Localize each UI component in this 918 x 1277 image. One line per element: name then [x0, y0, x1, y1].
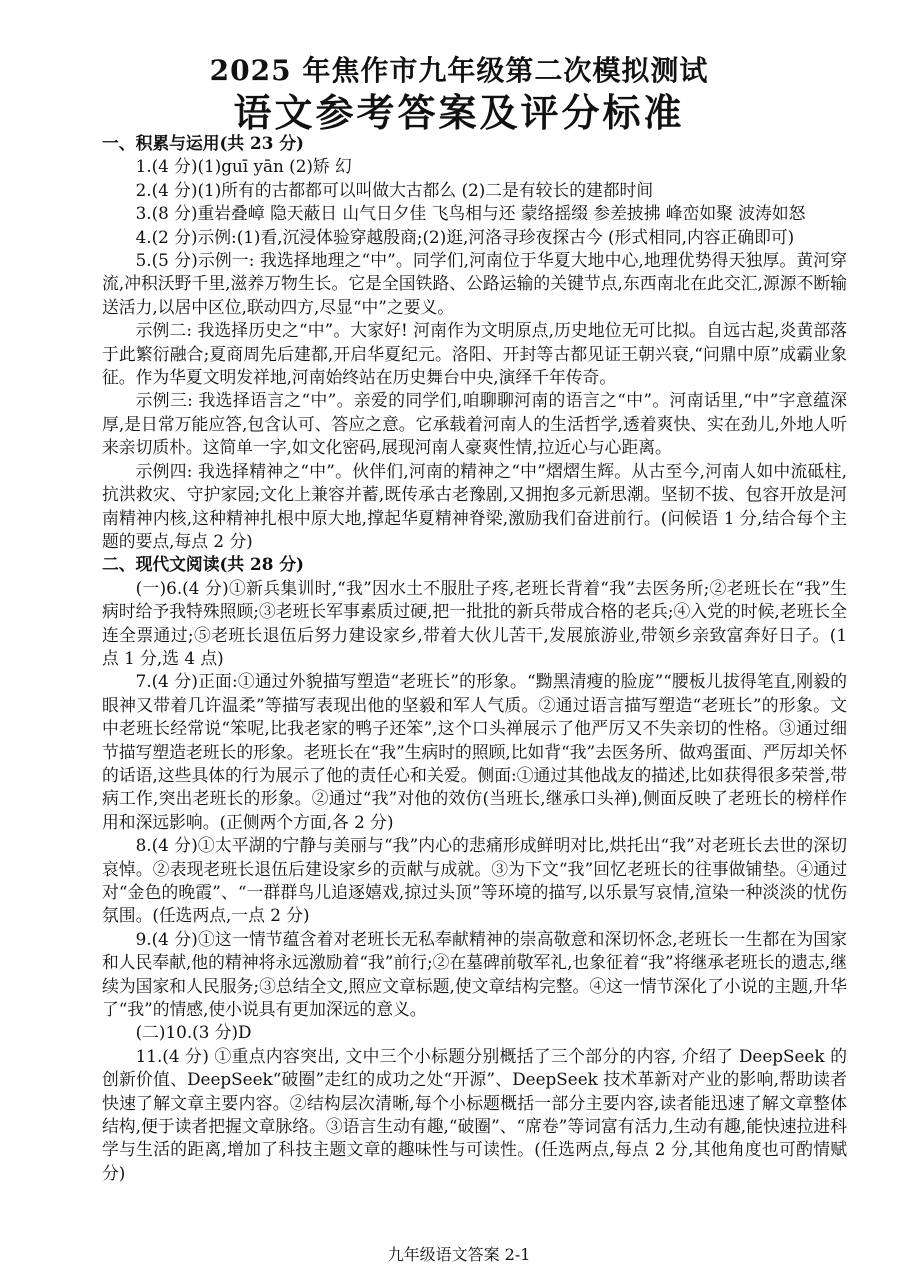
answer-q4: 4.(2 分)示例:(1)看,沉浸体验穿越殷商;(2)逛,河洛寻珍夜探古今 (形式相同,内容正确即可) — [135, 226, 795, 247]
exam-title: 2025 年焦作市九年级第二次模拟测试 — [209, 54, 709, 87]
answer-q7: 7.(4 分)正面:①通过外貌描写塑造“老班长”的形象。“黝黑清瘦的脸庞”“腰板儿拔得笔直,刚毅的眼神又带着几许温柔”等描写表现出他的坚毅和军人气质。②通过语言描写塑造“老班长”的形象。文中老班长经常说“笨呢,比我老家的鸭子还笨”,这个口头禅展示了他严厉又不失亲切的性格。③通过细节描写塑造老班长的形象。老班长在“我”生病时的照顾,比如背“我”去医务所、做鸡蛋面、严厉却关怀的话语,这些具体的行为展示了他的责任心和关爱。侧面:①通过其他战友的描述,比如获得很多荣誉,带病工作,突出老班长的形象。②通过“我”对他的效仿(当班长,继承口头禅),侧面反映了老班长的榜样作用和深远影响。(正侧两个方面,各 2 分) — [102, 671, 847, 832]
answer-q5-example-4: 示例四: 我选择精神之“中”。伙伴们,河南的精神之“中”熠熠生辉。从古至今,河南人如中流砥柱,抗洪救灾、守护家园;文化上兼容并蓄,既传承古老豫剧,又拥抱多元新思潮。坚韧不拔、包容开放是河南精神内核,这种精神扎根中原大地,撑起华夏精神脊梁,激励我们奋进前行。(问候语 1 分,结合每个主题的要点,每点 2 分) — [102, 460, 847, 551]
answer-q5-example-1: 5.(5 分)示例一: 我选择地理之“中”。同学们,河南位于华夏大地中心,地理优势得天独厚。黄河穿流,冲积沃野千里,滋养万物生长。它是全国铁路、公路运输的关键节点,东西南北在此交汇,源源不断输送活力,以居中区位,联动四方,尽显“中”之要义。 — [102, 250, 847, 317]
answer-q6: (一)6.(4 分)①新兵集训时,“我”因水土不服肚子疼,老班长背着“我”去医务所;②老班长在“我”生病时给予我特殊照顾;③老班长军事素质过硬,把一批批的新兵带成合格的老兵;④入党的时候,老班长全连全票通过;⑤老班长退伍后努力建设家乡,带着大伙儿苦干,发展旅游业,带领乡亲致富奔好日子。(1 点 1 分,选 4 点) — [102, 577, 847, 668]
section-heading-2: 二、现代文阅读(共 28 分) — [102, 554, 304, 575]
answer-q11: 11.(4 分) ①重点内容突出, 文中三个小标题分别概括了三个部分的内容, 介绍了 DeepSeek 的创新价值、DeepSeek“破圈”走红的成功之处“开源”、DeepSeek 技术革新对产业的影响,帮助读者快速了解文章主要内容。②结构层次清晰,每个小标题概括一部分主要内容,读者能迅速了解文章整体结构,便于读者把握文章脉络。③语言生动有趣,“破圈”、“席卷”等词富有活力,生动有趣,能快速拉进科学与生活的距离,增加了科技主题文章的趣味性与可读性。(任选两点,每点 2 分,其他角度也可酌情赋分) — [102, 1045, 847, 1183]
answer-q5-example-2: 示例二: 我选择历史之“中”。大家好! 河南作为文明原点,历史地位无可比拟。自远古起,炎黄部落于此繁衍融合;夏商周先后建都,开启华夏纪元。洛阳、开封等古都见证王朝兴衰,“问鼎中原”成霸业象征。作为华夏文明发祥地,河南始终站在历史舞台中央,演绎千年传奇。 — [102, 320, 847, 388]
answer-q5-example-3: 示例三: 我选择语言之“中”。亲爱的同学们,咱聊聊河南的语言之“中”。河南话里,“中”字意蕴深厚,是日常万能应答,包含认可、答应之意。它承载着河南人的生活哲学,透着爽快、实在劲儿,外地人听来亲切质朴。这简单一字,如文化密码,展现河南人豪爽性情,拉近心与心距离。 — [102, 390, 847, 458]
section-heading-1: 一、积累与运用(共 23 分) — [102, 133, 304, 153]
answer-q3: 3.(8 分)重岩叠嶂 隐天蔽日 山气日夕佳 飞鸟相与还 蒙络摇缀 参差披拂 峰峦如聚 波涛如怒 — [135, 203, 806, 224]
answer-q8: 8.(4 分)①太平湖的宁静与美丽与“我”内心的悲痛形成鲜明对比,烘托出“我”对老班长去世的深切哀悼。②表现老班长退伍后建设家乡的贡献与成就。③为下文“我”回忆老班长的往事做铺垫。④通过对“金色的晚霞”、“一群群鸟儿追逐嬉戏,掠过头顶”等环境的描写,以乐景写哀情,渲染一种淡淡的忧伤氛围。(任选两点,一点 2 分) — [102, 835, 847, 926]
page-footer: 九年级语文答案 2-1 — [387, 1245, 531, 1264]
answer-q1: 1.(4 分)(1)guī yān (2)矫 幻 — [135, 156, 352, 177]
answer-body — [102, 132, 847, 1185]
answer-q2: 2.(4 分)(1)所有的古都都可以叫做大古都么 (2)二是有较长的建都时间 — [135, 179, 654, 200]
document-title: 语文参考答案及评分标准 — [233, 90, 685, 135]
answer-q9: 9.(4 分)①这一情节蕴含着对老班长无私奉献精神的崇高敬意和深切怀念,老班长一生都在为国家和人民奉献,他的精神将永远激励着“我”前行;②在墓碑前敬军礼,也象征着“我”将继承老班长的遗志,继续为国家和人民服务;③总结全文,照应文章标题,使文章结构完整。④这一情节深化了小说的主题,升华了“我”的情感,使小说具有更加深远的意义。 — [102, 928, 847, 1020]
answer-q10: (二)10.(3 分)D — [135, 1022, 252, 1043]
